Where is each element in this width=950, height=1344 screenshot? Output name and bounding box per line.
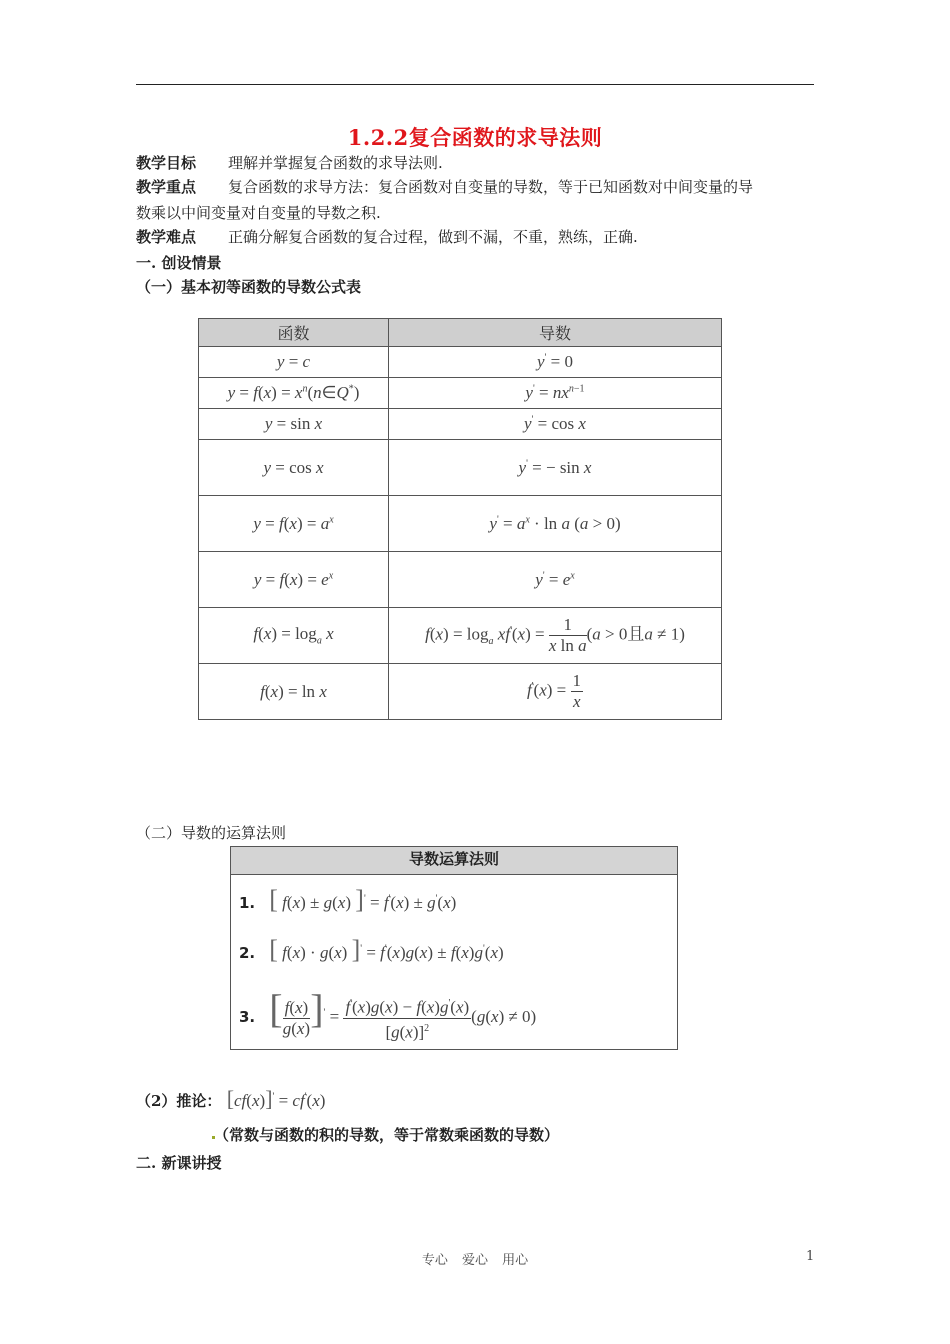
teaching-key-line (136, 174, 816, 200)
formula-derivative: $y' = a^x \cdot \ln a$ (a > 0) (389, 496, 722, 552)
formula-function: y = cos x (199, 440, 389, 496)
rule-number: 3. (239, 1008, 256, 1026)
teaching-goal-text: 理解并掌握复合函数的求导法则. (228, 154, 443, 172)
rule-number: 2. (239, 944, 256, 962)
formula-derivative: f'(x) = $\frac{1}{x}$ (389, 664, 722, 720)
formula-derivative: $y' = nx^{n-1}$ (389, 378, 722, 409)
formula-derivative: $f(x) = \log_a xf'(x)$ = $\frac{1}{\text{x ln a}}$ (a > 0且a ≠ 1) (389, 608, 722, 664)
header-rule (136, 84, 814, 85)
column-header-derivative: 导数 (389, 319, 722, 347)
corollary-formula: [cf(x)]' = cf'(x) (226, 1086, 326, 1111)
teaching-key-line-2: 数乘以中间变量对自变量的导数之积. (136, 204, 381, 222)
teaching-difficulty-line (136, 224, 816, 250)
formula-function: $y = f(x) = e^x$ (199, 552, 389, 608)
page-title: 1.2.2复合函数的求导法则 (347, 125, 603, 150)
table-row (199, 409, 722, 440)
section-heading-2: 二. 新课讲授 (136, 1154, 222, 1172)
formula-function: $y = f(x) = x^n(n\in Q^*)$ (199, 378, 389, 409)
teaching-goal-line (136, 150, 816, 176)
rule-product: 2. [ f(x) · g(x) ]' = f'(x)g(x) ± f(x)g'(x) (239, 935, 504, 964)
formula-derivative: y' = − sin x (389, 440, 722, 496)
column-header-function: 函数 (199, 319, 389, 347)
rule-number: 1. (239, 894, 256, 912)
teaching-goal-label: 教学目标 (136, 154, 197, 172)
formula-function: y = c (199, 347, 389, 378)
table-row (199, 552, 722, 608)
corollary-note: （常数与函数的积的导数，等于常数乘函数的导数） (214, 1126, 560, 1144)
table-row (199, 664, 722, 720)
formula-function: $f(x) = \log_a x$ (199, 608, 389, 664)
page-footer: 专心 爱心 用心 (421, 1253, 529, 1268)
formula-derivative: $y' = e^x$ (389, 552, 722, 608)
table-row (199, 347, 722, 378)
table-row (199, 608, 722, 664)
formula-function: $y = f(x) = a^x$ (199, 496, 389, 552)
section-heading-1: 一. 创设情景 (136, 254, 222, 272)
table-header-row (199, 319, 722, 347)
subsection-heading-2: （二）导数的运算法则 (136, 824, 287, 842)
rule-sum: 1. [ f(x) ± g(x) ]' = f'(x) ± g'(x) (239, 885, 457, 914)
teaching-difficulty-label: 教学难点 (136, 228, 197, 246)
subsection-heading-1: （一）基本初等函数的导数公式表 (136, 278, 362, 296)
formula-derivative: y' = cos x (389, 409, 722, 440)
rule-quotient: 3. [ $\frac{f(x)}{g(x)}$ ]' = $\frac{f'(x)g(x) - f(x)g'(x)}{[g(x)]^2}$ (g(x) ≠ 0) (239, 986, 537, 1042)
corollary-line (136, 1086, 325, 1112)
table-row (199, 440, 722, 496)
formula-derivative: y' = 0 (389, 347, 722, 378)
teaching-key-text: 复合函数的求导方法：复合函数对自变量的导数，等于已知函数对中间变量的导 (228, 178, 754, 196)
corollary-label: （2）推论： (136, 1092, 222, 1110)
teaching-difficulty-text: 正确分解复合函数的复合过程，做到不漏，不重，熟练，正确. (228, 228, 638, 246)
derivative-rules-box (230, 846, 678, 1050)
table-row (199, 496, 722, 552)
rules-box-header: 导数运算法则 (231, 847, 677, 875)
formula-function: y = sin x (199, 409, 389, 440)
formula-function: f(x) = ln x (199, 664, 389, 720)
page-number: 1 (806, 1249, 815, 1264)
derivative-formula-table (198, 318, 722, 720)
table-row (199, 378, 722, 409)
teaching-key-label: 教学重点 (136, 178, 197, 196)
